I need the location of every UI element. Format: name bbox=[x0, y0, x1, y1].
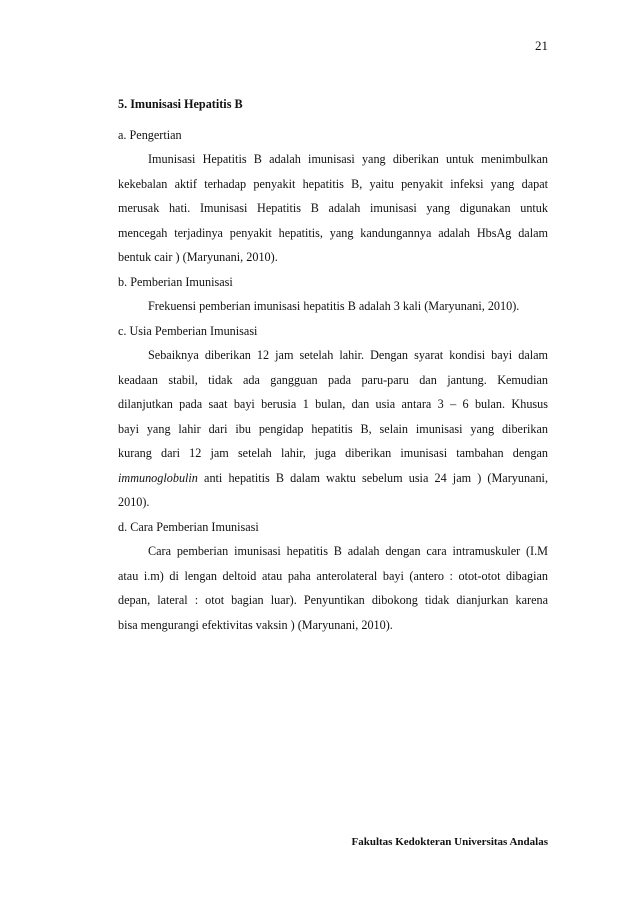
paragraph-line: Cara pemberian imunisasi hepatitis B adalah dengan cara intramuskuler (I.M bbox=[148, 544, 548, 558]
paragraph-line: bisa mengurangi efektivitas vaksin ) (Maryunani, 2010). bbox=[118, 617, 393, 632]
paragraph-line: kekebalan aktif terhadap penyakit hepatitis B, yaitu penyakit infeksi yang dapat bbox=[118, 176, 548, 191]
paragraph-line-text: anti hepatitis B dalam waktu sebelum usia 24 jam ) (Maryunani, bbox=[204, 470, 548, 485]
paragraph-line-with-italic bbox=[118, 466, 548, 491]
subheading-usia: c. Usia Pemberian Imunisasi bbox=[118, 323, 258, 338]
subheading-pemberian: b. Pemberian Imunisasi bbox=[118, 274, 233, 289]
section-heading: 5. Imunisasi Hepatitis B bbox=[118, 97, 243, 111]
paragraph-line: Sebaiknya diberikan 12 jam setelah lahir. Dengan syarat kondisi bayi dalam bbox=[148, 348, 548, 362]
paragraph-line: bayi yang lahir dari ibu pengidap hepatitis B, selain imunisasi yang diberikan bbox=[118, 421, 548, 436]
paragraph-line: Imunisasi Hepatitis B adalah imunisasi yang diberikan untuk menimbulkan bbox=[148, 152, 548, 166]
paragraph-line: atau i.m) di lengan deltoid atau paha anterolateral bayi (antero : otot-otot dibagian bbox=[118, 568, 548, 583]
paragraph-line: merusak hati. Imunisasi Hepatitis B adalah imunisasi yang digunakan untuk bbox=[118, 201, 548, 215]
paragraph-line: 2010). bbox=[118, 495, 150, 509]
paragraph-line: Frekuensi pemberian imunisasi hepatitis B adalah 3 kali (Maryunani, 2010). bbox=[148, 299, 520, 313]
subheading-pengertian: a. Pengertian bbox=[118, 127, 182, 142]
footer-institution: Fakultas Kedokteran Universitas Andalas bbox=[351, 836, 548, 848]
paragraph-line: mencegah terjadinya penyakit hepatitis, yang kandungannya adalah HbsAg dalam bbox=[118, 225, 548, 240]
subheading-cara: d. Cara Pemberian Imunisasi bbox=[118, 519, 259, 534]
page-number: 21 bbox=[535, 38, 548, 53]
paragraph-line: dilanjutkan pada saat bayi berusia 1 bulan, dan usia antara 3 – 6 bulan. Khusus bbox=[118, 397, 548, 411]
paragraph-line: bentuk cair ) (Maryunani, 2010). bbox=[118, 250, 278, 264]
document-body bbox=[118, 92, 548, 637]
paragraph-line: keadaan stabil, tidak ada gangguan pada paru-paru dan jantung. Kemudian bbox=[118, 372, 548, 387]
italic-term: immunoglobulin bbox=[118, 470, 198, 485]
paragraph-line: kurang dari 12 jam setelah lahir, juga diberikan imunisasi tambahan dengan bbox=[118, 446, 548, 460]
paragraph-line: depan, lateral : otot bagian luar). Penyuntikan dibokong tidak dianjurkan karena bbox=[118, 593, 548, 607]
